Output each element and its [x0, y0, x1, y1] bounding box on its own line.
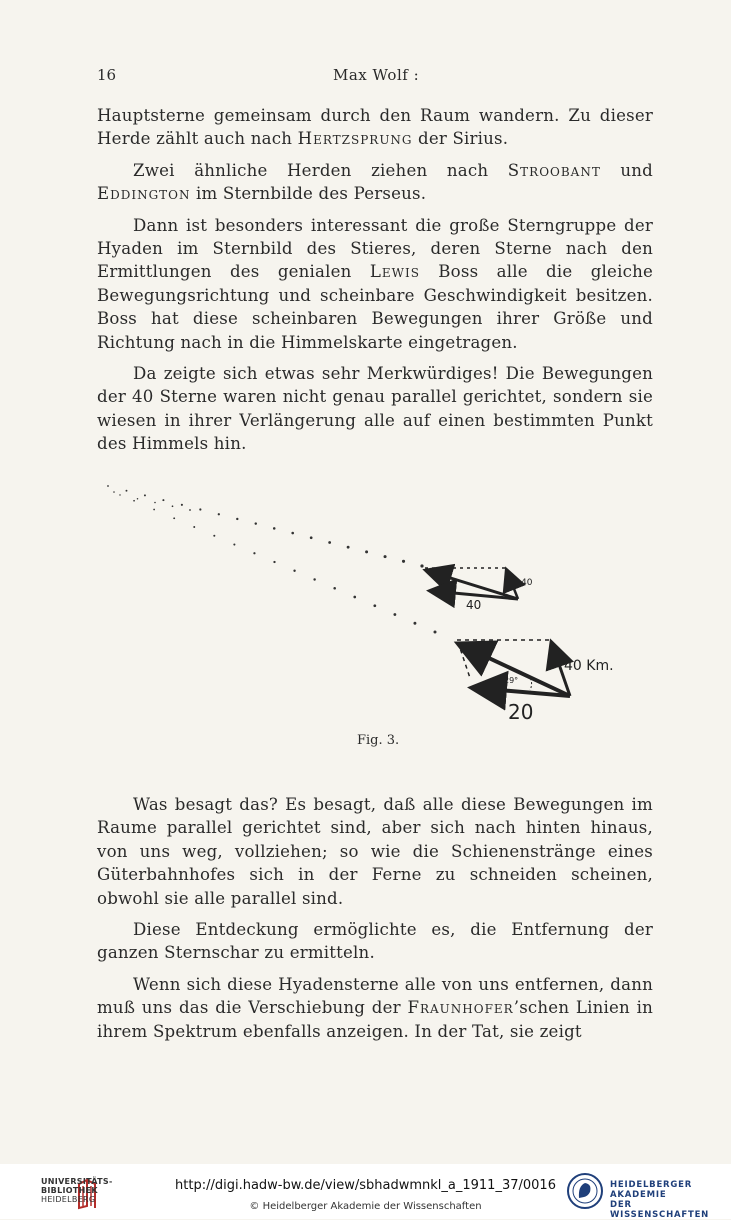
- paragraph: [97, 793, 653, 910]
- academy-name-line-2: DER WISSENSCHAFTEN: [610, 1200, 710, 1220]
- text-run: Diese Entdeckung ermöglichte es, die Entfernung der ganzen Sternschar zu ermitteln.: [97, 920, 653, 963]
- text-run: ’schen Linien in ihrem Spektrum ebenfalls anzeigen. In der Tat, sie zeigt: [97, 998, 653, 1041]
- dot: [273, 527, 276, 530]
- dot: [126, 490, 128, 492]
- dot: [144, 494, 146, 496]
- dot: [384, 555, 387, 558]
- dot: [365, 550, 368, 553]
- library-name-line-2: BIBLIOTHEK: [41, 1186, 98, 1195]
- upper-side-label: 40: [521, 578, 533, 588]
- dot: [413, 622, 416, 625]
- dot: [393, 613, 396, 616]
- library-name-line-1: UNIVERSITÄTS-: [41, 1177, 113, 1186]
- paragraph: [97, 159, 653, 206]
- name-smallcaps: Lewis: [369, 262, 420, 282]
- lower-velocity-triangle: [457, 640, 614, 724]
- dot: [173, 517, 175, 519]
- name-smallcaps: Stroobant: [507, 160, 601, 180]
- converging-dot-line-lower: [113, 491, 436, 633]
- dot: [420, 564, 423, 567]
- dot: [154, 502, 156, 504]
- running-title: Max Wolf :: [333, 66, 420, 84]
- text-run: Boss alle die gleiche Bewegungsrichtung und scheinbare Geschwindigkeit besitzen. Boss hat diese scheinbaren Bewegungen ihrer Größe und Richtung nach in die Himmelskarte eingetragen.: [97, 262, 653, 352]
- dot: [213, 535, 215, 537]
- copyright-notice: © Heidelberger Akademie der Wissenschaften: [249, 1201, 482, 1212]
- dot: [153, 509, 155, 511]
- dot: [181, 504, 183, 506]
- dot: [347, 546, 350, 549]
- text-run: Hauptsterne gemeinsam durch den Raum wandern. Zu dieser Herde zählt auch nach: [97, 106, 653, 149]
- lower-base-label: 20: [508, 700, 534, 724]
- dot: [107, 485, 109, 487]
- dot: [137, 498, 139, 500]
- dot: [172, 505, 174, 507]
- dot: [193, 526, 195, 528]
- dot: [291, 532, 294, 535]
- dot: [233, 543, 235, 545]
- figure-caption: Fig. 3.: [357, 733, 400, 748]
- dot: [402, 560, 405, 563]
- text-run: Wenn sich diese Hyadensterne alle von uns entfernen, dann muß uns das die Verschiebung der: [97, 974, 653, 1018]
- dot: [133, 500, 135, 502]
- dot: [236, 518, 238, 520]
- figure-3: [100, 470, 660, 730]
- dot: [434, 631, 437, 634]
- academy-name: [610, 1180, 731, 1220]
- text-run: im Sternbilde des Perseus.: [190, 184, 427, 204]
- paragraph: [97, 973, 653, 1043]
- name-smallcaps: Eddington: [97, 184, 191, 204]
- converging-dot-line-upper: [107, 485, 424, 567]
- upper-base-label: 40: [466, 598, 482, 612]
- paragraph: [97, 214, 653, 354]
- dot: [255, 522, 257, 524]
- dot: [199, 508, 201, 510]
- page-number: 16: [97, 66, 117, 84]
- academy-seal-icon: [566, 1172, 604, 1210]
- footer-bar: [0, 1164, 731, 1219]
- academy-name-line-1: HEIDELBERGER AKADEMIE: [610, 1180, 693, 1200]
- dot: [313, 578, 315, 580]
- dot: [353, 596, 356, 599]
- paragraph: [97, 104, 653, 151]
- dot: [218, 513, 220, 515]
- dot: [119, 494, 120, 495]
- dot: [189, 509, 191, 511]
- text-block-bottom: [97, 793, 653, 1043]
- name-smallcaps: Hertzsprung: [297, 129, 413, 149]
- dot: [253, 552, 255, 554]
- dot: [273, 561, 275, 563]
- angle-label: 29°: [504, 676, 519, 685]
- dot: [113, 491, 115, 493]
- dot: [310, 536, 313, 539]
- text-run: Was besagt das? Es besagt, daß alle diese Bewegungen im Raume parallel gerichtet sind, aber sich nach hinten hinaus, von uns weg, vollziehen; so wie die Schienenstränge eines Güterbahnhofes sich in der Ferne zu schneiden scheinen, obwohl sie alle parallel sind.: [97, 795, 653, 908]
- paragraph: [97, 918, 653, 965]
- text-run: Dann ist besonders interessant die große Sterngruppe der Hyaden im Sternbild des Stieres, deren Sterne nach den Ermittlungen des genialen: [97, 215, 653, 282]
- upper-velocity-triangle: [425, 568, 533, 612]
- name-smallcaps: Fraunhofer: [407, 998, 514, 1018]
- dot: [373, 604, 376, 607]
- lower-side-label: 40 Km.: [564, 658, 614, 674]
- dot: [328, 541, 331, 544]
- source-url-link[interactable]: http://digi.hadw-bw.de/view/sbhadwmnkl_a_1911_37/0016: [175, 1178, 556, 1193]
- text-run: Zwei ähnliche Herden ziehen nach: [133, 160, 508, 180]
- dot: [293, 570, 295, 572]
- paragraph: [97, 362, 653, 456]
- dot: [162, 499, 164, 501]
- text-run: der Sirius.: [412, 129, 509, 149]
- text-run: Da zeigte sich etwas sehr Merkwürdiges! Die Bewegungen der 40 Sterne waren nicht genau parallel gerichtet, sondern sie wiesen in ihrer Verlängerung alle auf einen bestimmten Punkt des Himmels hin.: [97, 364, 653, 454]
- library-name-line-3: HEIDELBERG: [41, 1195, 96, 1204]
- text-run: und: [600, 160, 653, 180]
- text-block-top: [97, 104, 653, 456]
- dot: [333, 587, 336, 590]
